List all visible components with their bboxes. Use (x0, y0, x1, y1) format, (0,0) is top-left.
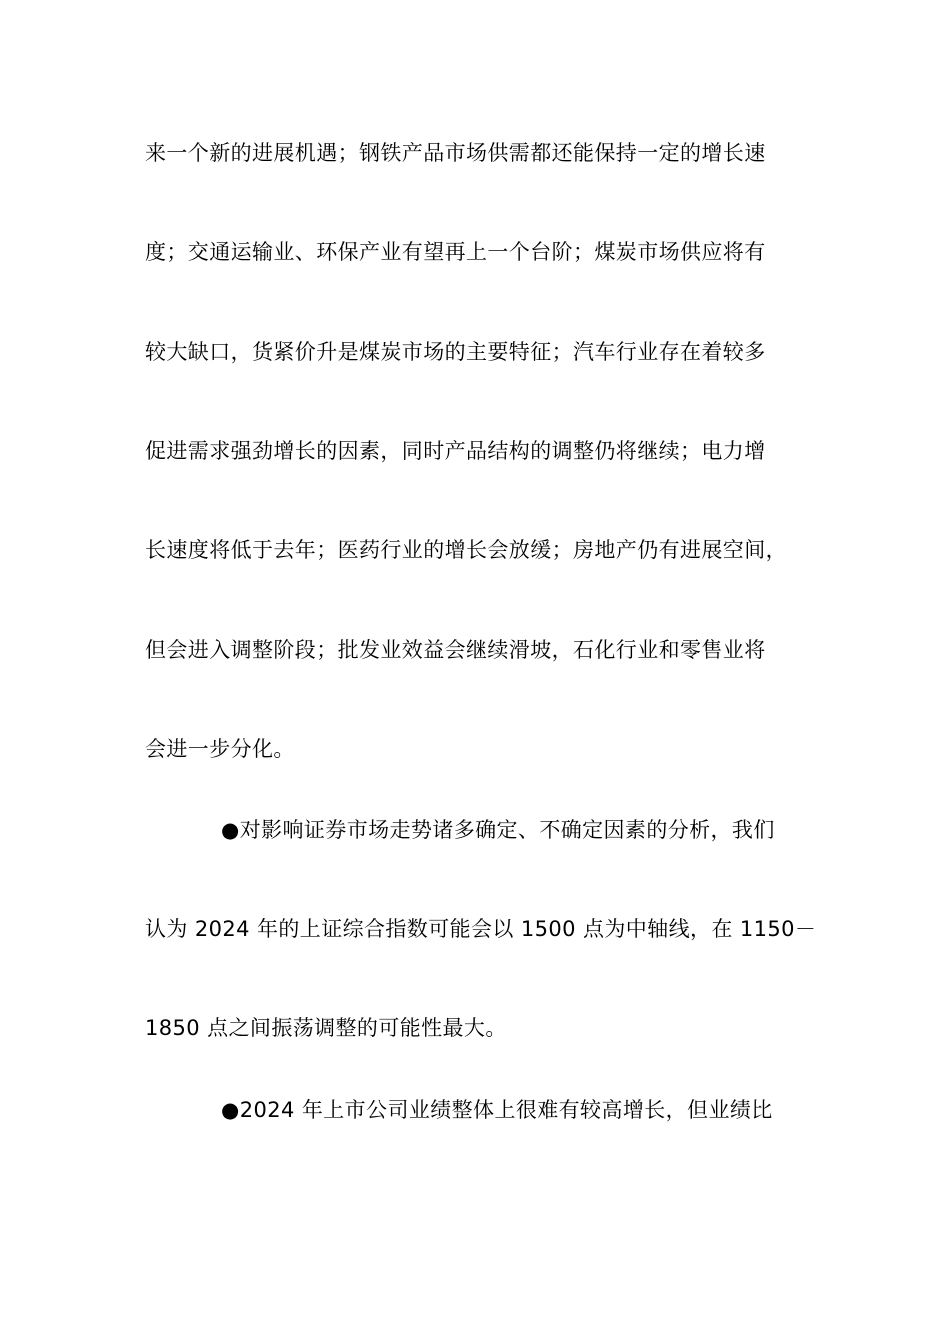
body-text-line: 促进需求强劲增长的因素，同时产品结构的调整仍将继续；电力增 (145, 439, 766, 463)
body-text-line: 来一个新的进展机遇；钢铁产品市场供需都还能保持一定的增长速 (145, 141, 766, 165)
body-text-line: 较大缺口，货紧价升是煤炭市场的主要特征；汽车行业存在着较多 (145, 340, 766, 364)
bullet-paragraph-line: ●2024 年上市公司业绩整体上很难有较高增长，但业绩比 (221, 1098, 773, 1122)
body-text-line: 度；交通运输业、环保产业有望再上一个台阶；煤炭市场供应将有 (145, 240, 766, 264)
body-text-line: 长速度将低于去年；医药行业的增长会放缓；房地产仍有进展空间， (145, 538, 787, 562)
body-text-line: 但会进入调整阶段；批发业效益会继续滑坡，石化行业和零售业将 (145, 638, 766, 662)
body-text-line: 认为 2024 年的上证综合指数可能会以 1500 点为中轴线，在 1150－ (145, 917, 817, 941)
body-text-line: 1850 点之间振荡调整的可能性最大。 (145, 1016, 507, 1040)
bullet-paragraph-line: ●对影响证券市场走势诸多确定、不确定因素的分析，我们 (221, 818, 775, 842)
body-text-line: 会进一步分化。 (145, 737, 295, 761)
